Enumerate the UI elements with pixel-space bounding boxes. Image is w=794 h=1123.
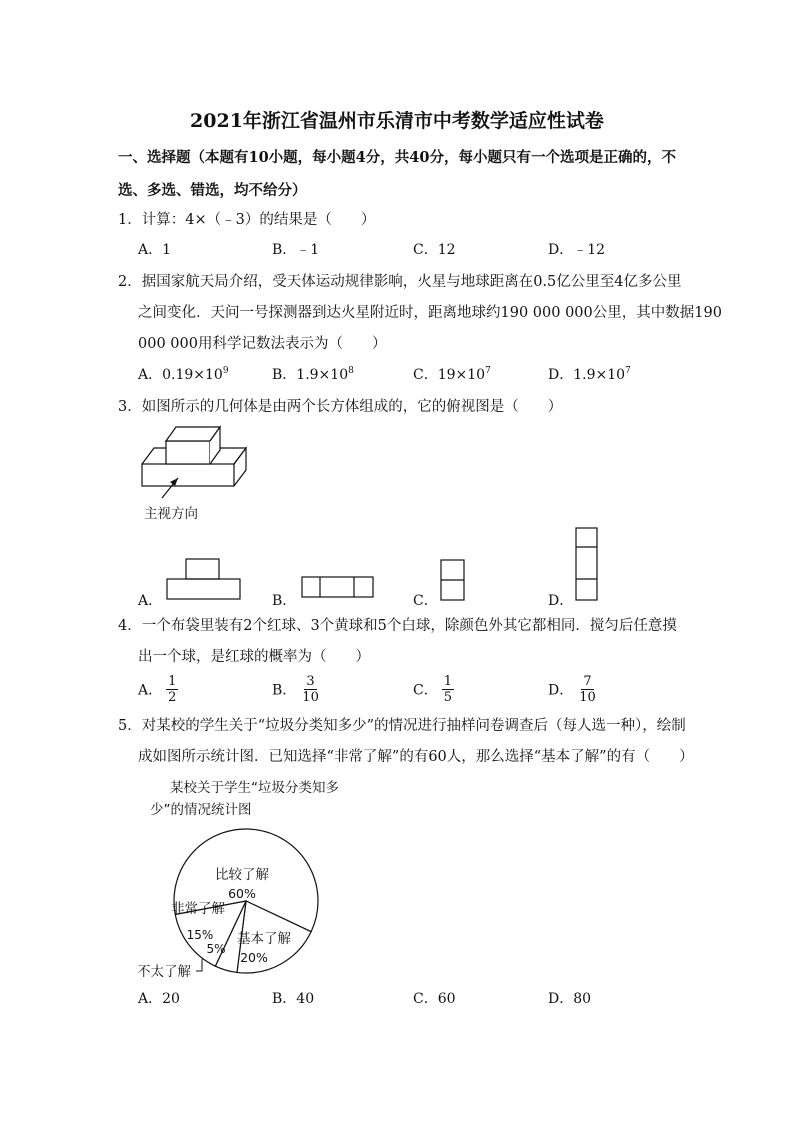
q3-option-d-figure bbox=[575, 527, 599, 603]
q4-option-b[interactable]: B． $\frac{3}{10}$ bbox=[272, 674, 319, 705]
question-2-line3: 000 000用科学记数法表示为（ ） bbox=[138, 336, 387, 352]
q1-option-b[interactable]: B．﹣1 bbox=[272, 242, 320, 258]
q4-option-a[interactable]: A． $\frac{1}{2}$ bbox=[138, 674, 177, 705]
q3-solid-figure bbox=[130, 420, 260, 500]
pie-leader-line-butai bbox=[196, 959, 202, 971]
question-4-line2: 出一个球，是红球的概率为（ ） bbox=[138, 649, 370, 665]
q5-option-b[interactable]: B．40 bbox=[272, 991, 315, 1007]
pie-label-butai: 不太了解 bbox=[137, 964, 191, 980]
pie-percent-feichang: 15% bbox=[186, 928, 214, 942]
q5-option-d[interactable]: D．80 bbox=[548, 991, 592, 1007]
q1-option-a[interactable]: A．1 bbox=[138, 242, 172, 258]
chart-title-line1: 某校关于学生“垃圾分类知多 bbox=[170, 780, 339, 796]
question-4-line1: 4．一个布袋里装有2个红球、3个黄球和5个白球，除颜色外其它都相同．搅匀后任意摸 bbox=[118, 618, 677, 634]
pie-label-jiben: 基本了解 bbox=[237, 931, 291, 947]
question-3-text: 3．如图所示的几何体是由两个长方体组成的，它的俯视图是（ ） bbox=[118, 399, 563, 415]
question-2-line2: 之间变化．天问一号探测器到达火星附近时，距离地球约190 000 000公里，其中数据190 bbox=[138, 305, 722, 321]
q3-option-c[interactable]: C． bbox=[413, 593, 438, 609]
question-5-line2: 成如图所示统计图．已知选择“非常了解”的有60人，那么选择“基本了解”的有（ ） bbox=[138, 749, 694, 765]
q3-option-c-figure bbox=[440, 559, 466, 603]
q2-option-a[interactable]: A．$0.19\times 10^9$ bbox=[138, 366, 229, 383]
question-5-line1: 5．对某校的学生关于“垃圾分类知多少”的情况进行抽样问卷调查后（每人选一种），绘制 bbox=[118, 718, 686, 734]
question-1-text: 1．计算：4×（﹣3）的结果是（ ） bbox=[118, 212, 376, 228]
q2-option-b[interactable]: B．$1.9\times 10^8$ bbox=[272, 366, 354, 383]
q1-option-d[interactable]: D．﹣12 bbox=[548, 242, 606, 258]
q3-option-a[interactable]: A． bbox=[138, 593, 163, 609]
q4-option-d[interactable]: D． $\frac{7}{10}$ bbox=[548, 674, 596, 705]
question-2-line1: 2．据国家航天局介绍，受天体运动规律影响，火星与地球距离在0.5亿公里至4亿多公里 bbox=[118, 274, 682, 290]
q3-option-a-figure bbox=[166, 558, 242, 602]
q3-option-b[interactable]: B． bbox=[272, 593, 297, 609]
q1-option-c[interactable]: C．12 bbox=[413, 242, 456, 258]
section-heading-line1: 一、选择题（本题有10小题，每小题4分，共40分，每小题只有一个选项是正确的，不 bbox=[118, 149, 676, 166]
pie-percent-butai: 5% bbox=[206, 942, 226, 956]
pie-percent-bijiao: 60% bbox=[228, 886, 256, 901]
view-direction-arrowhead bbox=[170, 478, 178, 486]
pie-label-feichang: 非常了解 bbox=[171, 901, 225, 917]
pie-percent-jiben: 20% bbox=[240, 950, 268, 965]
q3-option-b-figure bbox=[301, 576, 375, 600]
pie-label-bijiao: 比较了解 bbox=[215, 867, 269, 883]
view-direction-label: 主视方向 bbox=[144, 506, 198, 522]
chart-title-line2: 少”的情况统计图 bbox=[150, 802, 252, 818]
pie-chart bbox=[130, 825, 330, 985]
q5-option-c[interactable]: C．60 bbox=[413, 991, 456, 1007]
q3-option-d[interactable]: D． bbox=[548, 593, 574, 609]
q2-option-c[interactable]: C．$19\times 10^7$ bbox=[413, 366, 491, 383]
q4-option-c[interactable]: C． $\frac{1}{5}$ bbox=[413, 674, 452, 705]
page-title: 2021年浙江省温州市乐清市中考数学适应性试卷 bbox=[190, 110, 604, 132]
q5-option-a[interactable]: A．20 bbox=[138, 991, 180, 1007]
section-heading-line2: 选、多选、错选，均不给分） bbox=[118, 182, 307, 199]
q2-option-d[interactable]: D．$1.9\times 10^7$ bbox=[548, 366, 631, 383]
